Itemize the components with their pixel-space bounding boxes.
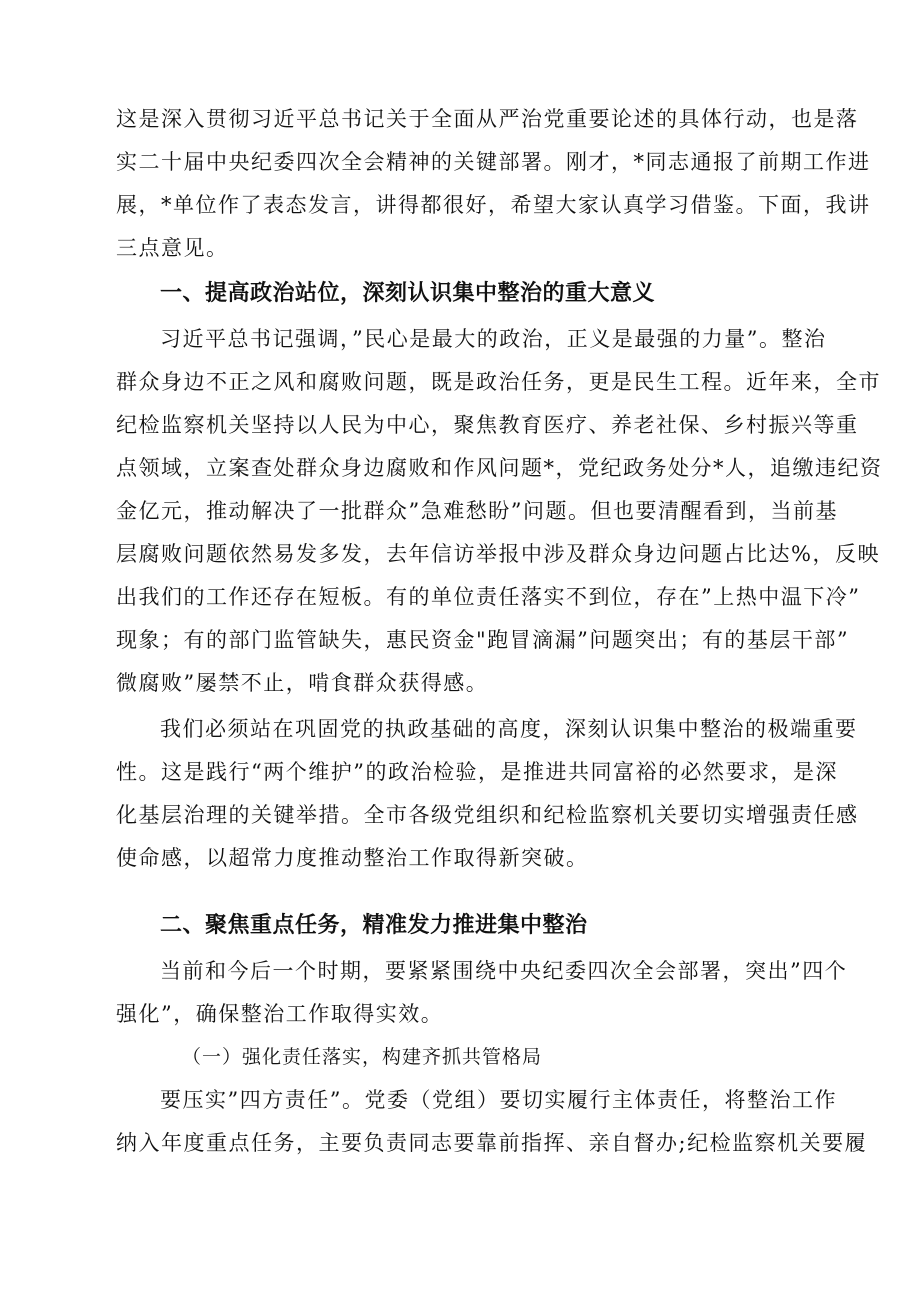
- s1p1-line-5: 金亿元，推动解决了一批群众”急难愁盼”问题。但也要清醒看到，当前基: [116, 499, 838, 523]
- s1p1-line-4: 点领域，立案查处群众身边腐败和作风问题*，党纪政务处分*人，追缴违纪资: [116, 456, 883, 480]
- subsection-heading-1: （一）强化责任落实，构建齐抓共管格局: [182, 1046, 543, 1068]
- s1p2-line-3: 化基层治理的关键举措。全市各级党组织和纪检监察机关要切实增强责任感: [116, 803, 859, 827]
- s1p1-line-6: 层腐败问题依然易发多发，去年信访举报中涉及群众身边问题占比达%，反映: [116, 542, 880, 566]
- s1p2-line-2: 性。这是践行“两个维护”的政治检验，是推进共同富裕的必然要求，是深: [116, 760, 838, 784]
- s1p2-line-4: 使命感，以超常力度推动整治工作取得新突破。: [116, 846, 589, 870]
- s1p1-line-9: 微腐败”屡禁不止，啃食群众获得感。: [116, 671, 489, 695]
- s1p1-line-7: 出我们的工作还存在短板。有的单位责任落实不到位，存在”上热中温下冷”: [116, 585, 861, 609]
- s2p2-line-2: 纳入年度重点任务，主要负责同志要靠前指挥、亲自督办;纪检监察机关要履: [116, 1131, 868, 1155]
- s1p1-line-8: 现象；有的部门监管缺失，惠民资金"跑冒滴漏”问题突出；有的基层干部”: [116, 628, 850, 652]
- s1p2-line-1: 我们必须站在巩固党的执政基础的高度，深刻认识集中整治的极端重要: [160, 717, 858, 741]
- section-heading-1: 一、提高政治站位，深刻认识集中整治的重大意义: [160, 281, 656, 306]
- intro-line-4: 三点意见。: [116, 236, 229, 260]
- s2p1-line-1: 当前和今后一个时期，要紧紧围绕中央纪委四次全会部署，突出”四个: [160, 959, 848, 983]
- s1p1-line-2: 群众身边不正之风和腐败问题，既是政治任务，更是民生工程。近年来，全市: [116, 370, 881, 394]
- intro-line-2: 实二十届中央纪委四次全会精神的关键部署。刚才，*同志通报了前期工作进: [116, 150, 871, 174]
- s2p1-line-2: 强化”，确保整治工作取得实效。: [116, 1002, 444, 1026]
- intro-line-1: 这是深入贯彻习近平总书记关于全面从严治党重要论述的具体行动，也是落: [116, 107, 859, 131]
- s2p2-line-1: 要压实”四方责任”。党委（党组）要切实履行主体责任，将整治工作: [160, 1088, 837, 1112]
- intro-line-3: 展，*单位作了表态发言，讲得都很好，希望大家认真学习借鉴。下面，我讲: [116, 193, 871, 217]
- section-heading-2: 二、聚焦重点任务，精准发力推进集中整治: [160, 913, 588, 938]
- s1p1-line-1: 习近平总书记强调，”民心是最大的政治，正义是最强的力量”。整治: [160, 327, 827, 351]
- s1p1-line-3: 纪检监察机关坚持以人民为中心，聚焦教育医疗、养老社保、乡村振兴等重: [116, 413, 859, 437]
